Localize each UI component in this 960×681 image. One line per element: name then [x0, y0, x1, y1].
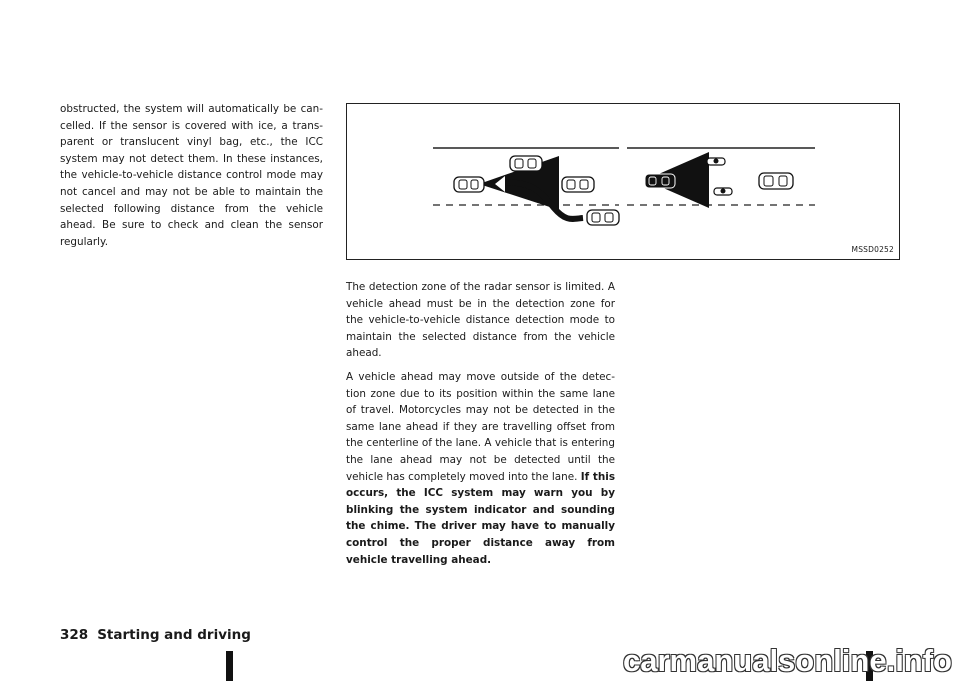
page-footer — [60, 627, 251, 643]
right-paragraph-2-warning: If this occurs, the ICC system may warn you by blinking the system indicator and sounding the chime. The driver may have to manually control the proper distance away from vehicle travelling ahead. — [346, 470, 615, 566]
host-car-left — [454, 177, 484, 192]
right-paragraph-1: The detection zone of the radar sensor is limited. A vehicle ahead must be in the detection zone for the vehicle-to-vehicle distance detection mode to maintain the selected distance from the vehicle ahead. — [346, 281, 615, 360]
right-paragraph-2 — [346, 369, 615, 568]
lead-car-right — [759, 173, 793, 189]
radar-detection-zone-figure — [346, 103, 900, 260]
thumb-tab-marker-left — [226, 651, 233, 681]
motorcycle-top — [707, 158, 725, 165]
right-text-column — [346, 279, 615, 575]
adjacent-car-left — [510, 156, 542, 171]
right-paragraph-2-text: A vehicle ahead may move outside of the detec-tion zone due to its position within the same lane of travel. Motorcycles may not be detected in the same lane ahead if they are travelling offset from the centerline of the lane. A vehicle that is entering the lane ahead may not be detected until the vehicle has completely moved into the lane. — [346, 370, 615, 483]
section-title: Starting and driving — [97, 627, 251, 643]
left-paragraph: obstructed, the system will automatically be can-celled. If the sensor is covered with ice, a trans-parent or translucent vinyl bag, etc., the ICC system may not detect them. In these instances, the vehicle-to-vehicle distance control mode may not cancel and may not be able to maintain the selected following distance from the vehicle ahead. Be sure to check and clean the sensor regularly. — [60, 103, 323, 248]
host-car-right — [645, 174, 675, 188]
detection-zone-illustration — [347, 104, 901, 261]
watermark: carmanualsonline.info — [622, 643, 952, 678]
page-number: 328 — [60, 627, 89, 643]
left-text-column — [60, 101, 323, 250]
entering-car-left — [587, 210, 619, 225]
figure-code: MSSD0252 — [851, 245, 894, 254]
lead-car-left — [562, 177, 594, 192]
motorcycle-bottom — [714, 188, 732, 195]
